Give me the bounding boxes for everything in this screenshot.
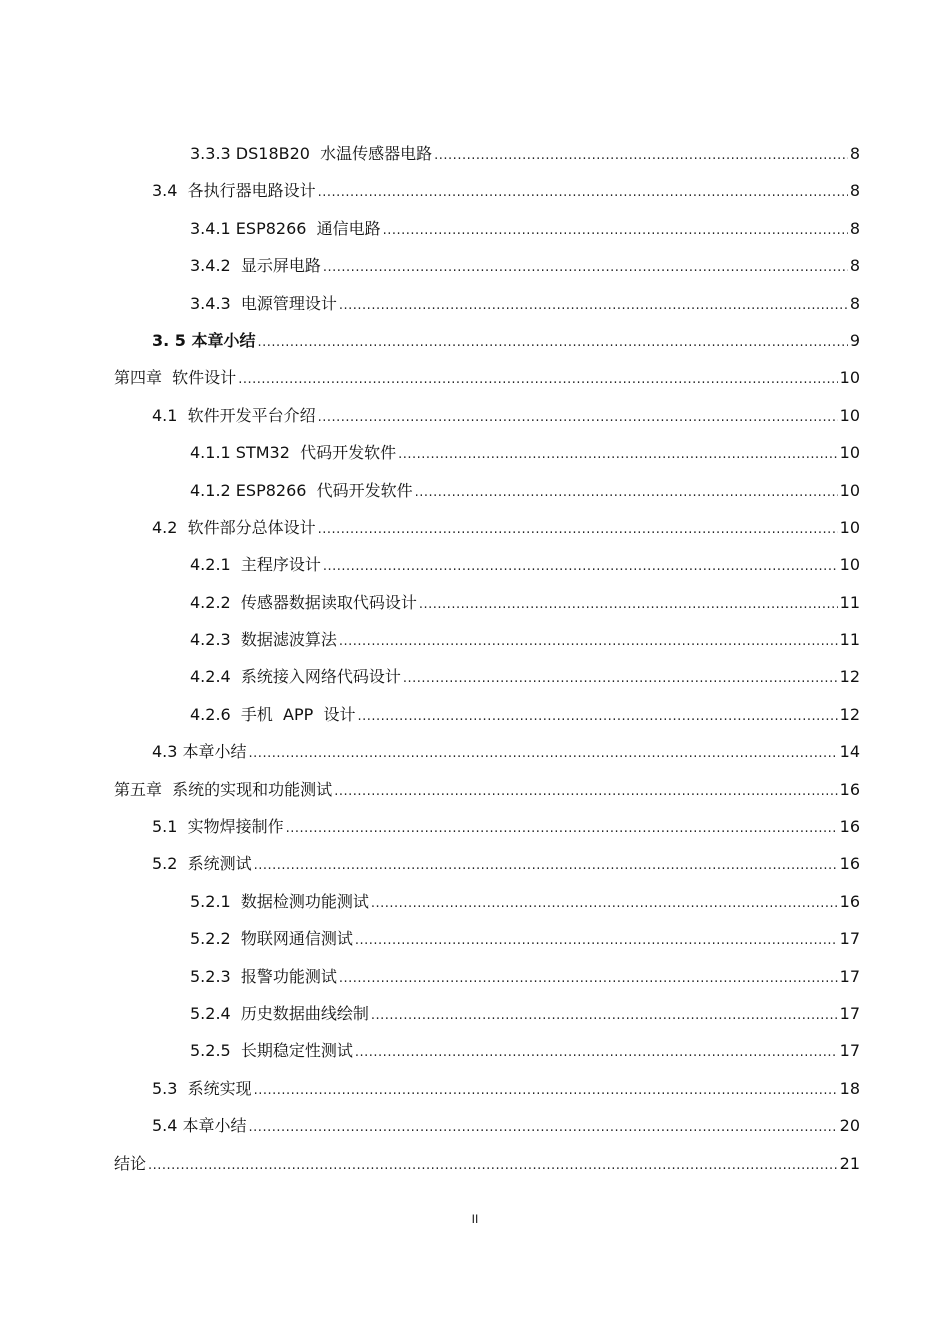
toc-entry[interactable] xyxy=(0,883,950,920)
toc-entry-label: 4.2.4 系统接入网络代码设计 xyxy=(190,667,401,687)
toc-entry-page: 8 xyxy=(849,256,860,276)
toc-entry[interactable] xyxy=(0,210,950,247)
toc-entry-label: 4.2.2 传感器数据读取代码设计 xyxy=(190,592,417,612)
toc-entry[interactable] xyxy=(0,696,950,733)
toc-entry-label: 5.2.1 数据检测功能测试 xyxy=(190,891,369,911)
toc-entry-label: 4.1.2 ESP8266 代码开发软件 xyxy=(190,480,413,500)
toc-entry-page: 8 xyxy=(849,144,860,163)
toc-entry[interactable] xyxy=(0,247,950,284)
toc-entry-label: 3.4.3 电源管理设计 xyxy=(190,293,337,313)
toc-entry-page: 12 xyxy=(839,704,860,724)
dot-leader xyxy=(355,922,838,959)
toc-entry[interactable] xyxy=(0,771,950,808)
toc-entry[interactable] xyxy=(0,621,950,658)
toc-entry[interactable] xyxy=(0,920,950,957)
toc-entry-label: 3.3.3 DS18B20 水温传感器电路 xyxy=(190,144,433,163)
toc-entry-label: 3.4.2 显示屏电路 xyxy=(190,256,321,276)
dot-leader xyxy=(238,361,837,398)
toc-entry-label: 5.2.5 长期稳定性测试 xyxy=(190,1041,353,1061)
toc-entry-label: 4.2.3 数据滤波算法 xyxy=(190,630,337,650)
dot-leader xyxy=(258,324,848,361)
toc-entry-page: 8 xyxy=(849,181,860,201)
toc-entry-page: 14 xyxy=(839,742,860,762)
toc-entry[interactable] xyxy=(0,509,950,546)
toc-entry-page: 8 xyxy=(849,293,860,313)
dot-leader xyxy=(419,586,838,623)
toc-entry-page: 20 xyxy=(839,1116,860,1136)
dot-leader xyxy=(383,212,848,249)
dot-leader xyxy=(249,1109,838,1146)
toc-entry-page: 17 xyxy=(839,1003,860,1023)
toc-entry[interactable] xyxy=(0,658,950,695)
dot-leader xyxy=(371,885,838,922)
toc-entry-label: 4.3 本章小结 xyxy=(152,742,247,762)
toc-entry[interactable] xyxy=(0,472,950,509)
toc-entry[interactable] xyxy=(0,434,950,471)
toc-entry-page: 10 xyxy=(839,368,860,388)
toc-entry-page: 16 xyxy=(839,854,860,874)
toc-entry-label: 3.4.1 ESP8266 通信电路 xyxy=(190,218,381,238)
toc-entry-label: 3.4 各执行器电路设计 xyxy=(152,181,316,201)
toc-entry-page: 16 xyxy=(839,779,860,799)
dot-leader xyxy=(355,1034,838,1071)
toc-entry[interactable] xyxy=(0,1107,950,1144)
toc-entry-page: 10 xyxy=(839,405,860,425)
toc-entry-label: 结论 xyxy=(114,1153,147,1173)
dot-leader xyxy=(318,511,838,548)
toc-entry[interactable] xyxy=(0,322,950,359)
toc-entry-label: 4.2.6 手机 APP 设计 xyxy=(190,704,356,724)
toc-entry-page: 18 xyxy=(839,1078,860,1098)
dot-leader xyxy=(249,735,838,772)
dot-leader xyxy=(334,773,837,810)
dot-leader xyxy=(286,810,838,847)
toc-entry-page: 12 xyxy=(839,667,860,687)
toc-entry[interactable] xyxy=(0,808,950,845)
toc-entry-page: 11 xyxy=(839,592,860,612)
toc-entry-page: 17 xyxy=(839,966,860,986)
toc-entry[interactable] xyxy=(0,1070,950,1107)
toc-entry-label: 4.2.1 主程序设计 xyxy=(190,555,321,575)
toc-entry-page: 10 xyxy=(839,443,860,463)
dot-leader xyxy=(403,660,838,697)
toc-entry[interactable] xyxy=(0,135,950,172)
toc-entry-page: 10 xyxy=(839,517,860,537)
toc-entry[interactable] xyxy=(0,172,950,209)
toc-entry-page: 17 xyxy=(839,1041,860,1061)
toc-entry-page: 16 xyxy=(839,817,860,837)
toc-entry[interactable] xyxy=(0,546,950,583)
dot-leader xyxy=(415,474,838,511)
dot-leader xyxy=(398,436,838,473)
toc-entry-page: 9 xyxy=(849,330,860,350)
toc-entry[interactable] xyxy=(0,285,950,322)
toc-entry[interactable] xyxy=(0,995,950,1032)
dot-leader xyxy=(148,1147,838,1184)
toc-entry-page: 16 xyxy=(839,891,860,911)
toc-entry-label: 5.1 实物焊接制作 xyxy=(152,817,284,837)
dot-leader xyxy=(254,847,838,884)
toc-entry-label: 4.1 软件开发平台介绍 xyxy=(152,405,316,425)
toc-entry[interactable] xyxy=(0,584,950,621)
toc-entry-label: 第四章 软件设计 xyxy=(114,368,237,388)
toc-entry-label: 3. 5 本章小结 xyxy=(152,330,256,350)
toc-entry[interactable] xyxy=(0,397,950,434)
toc-entry[interactable] xyxy=(0,958,950,995)
dot-leader xyxy=(254,1072,838,1109)
toc-entry-page: 17 xyxy=(839,929,860,949)
toc-entry-label: 4.1.1 STM32 代码开发软件 xyxy=(190,443,397,463)
toc-entry-page: 10 xyxy=(839,480,860,500)
dot-leader xyxy=(339,960,838,997)
dot-leader xyxy=(434,137,848,174)
toc-entry[interactable] xyxy=(0,845,950,882)
toc-entry-label: 5.2.3 报警功能测试 xyxy=(190,966,337,986)
dot-leader xyxy=(323,249,848,286)
toc-entry-page: 21 xyxy=(839,1153,860,1173)
table-of-contents xyxy=(0,135,950,1182)
toc-entry-label: 4.2 软件部分总体设计 xyxy=(152,517,316,537)
toc-entry-label: 第五章 系统的实现和功能测试 xyxy=(114,779,333,799)
dot-leader xyxy=(371,997,838,1034)
toc-entry-label: 5.4 本章小结 xyxy=(152,1116,247,1136)
dot-leader xyxy=(339,287,848,324)
dot-leader xyxy=(318,399,838,436)
toc-entry-page: 8 xyxy=(849,218,860,238)
toc-entry[interactable] xyxy=(0,733,950,770)
toc-entry[interactable] xyxy=(0,359,950,396)
dot-leader xyxy=(318,174,848,211)
toc-entry-label: 5.2.2 物联网通信测试 xyxy=(190,929,353,949)
toc-entry-label: 5.3 系统实现 xyxy=(152,1078,252,1098)
dot-leader xyxy=(357,698,837,735)
toc-entry[interactable] xyxy=(0,1145,950,1182)
toc-entry-label: 5.2.4 历史数据曲线绘制 xyxy=(190,1003,369,1023)
dot-leader xyxy=(339,623,838,660)
toc-entry-page: 10 xyxy=(839,555,860,575)
toc-entry-label: 5.2 系统测试 xyxy=(152,854,252,874)
page-number: II xyxy=(471,1212,479,1226)
toc-entry-page: 11 xyxy=(839,630,860,650)
toc-entry[interactable] xyxy=(0,1032,950,1069)
dot-leader xyxy=(323,548,838,585)
